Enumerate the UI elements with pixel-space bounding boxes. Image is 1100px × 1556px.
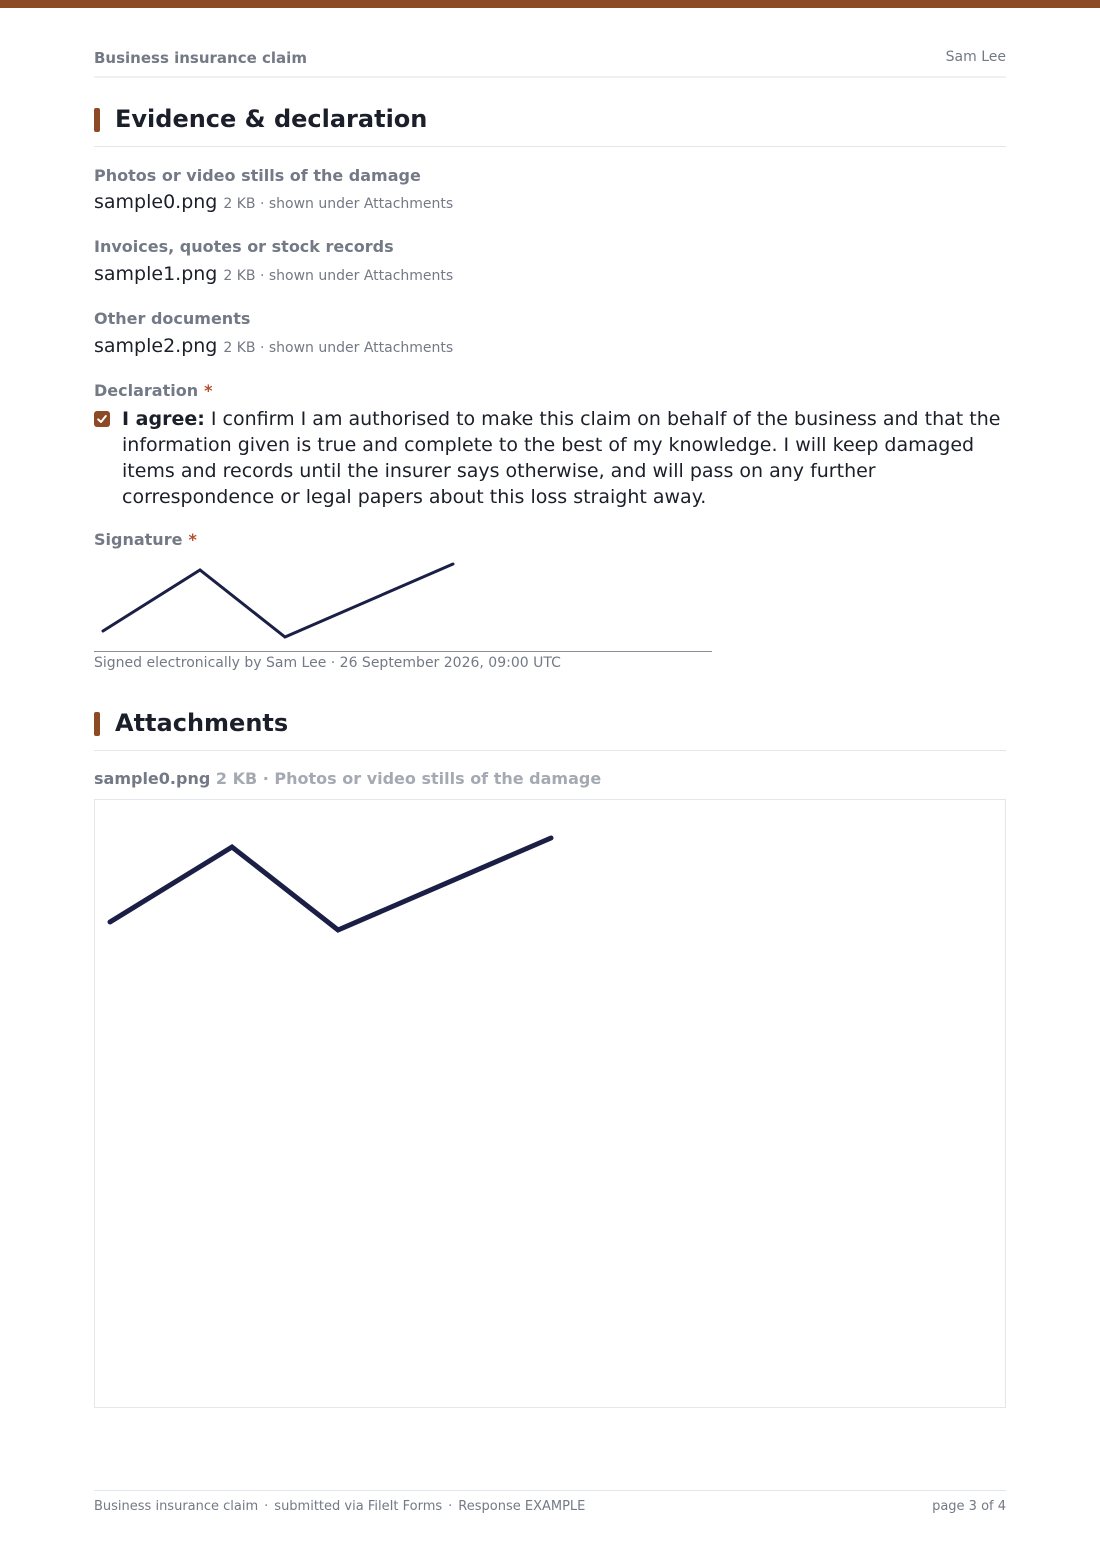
checkmark-icon xyxy=(96,413,108,425)
section-title: Attachments xyxy=(115,709,289,737)
file-name[interactable]: sample1.png xyxy=(94,263,218,285)
section-marker xyxy=(94,108,100,132)
respondent-name: Sam Lee xyxy=(945,49,1006,65)
form-title: Business insurance claim xyxy=(94,49,307,67)
file-meta: 2 KB · shown under Attachments xyxy=(223,340,454,356)
file-meta: 2 KB · shown under Attachments xyxy=(223,268,454,284)
field-label-damage-photos: Photos or video stills of the damage xyxy=(94,166,421,185)
top-accent-bar xyxy=(0,0,1100,8)
agree-label: I agree: xyxy=(122,408,205,430)
footer-separator: · xyxy=(448,1499,453,1514)
footer-separator: · xyxy=(264,1499,269,1514)
declaration-label: Declaration xyxy=(94,381,199,400)
attachment-file-name[interactable]: sample0.png xyxy=(94,769,211,788)
footer-response: Response EXAMPLE xyxy=(458,1499,586,1514)
signature-label: Signature xyxy=(94,530,183,549)
file-entry-damage-photos xyxy=(94,191,453,213)
file-entry-other-documents xyxy=(94,335,453,357)
field-label-signature xyxy=(94,530,197,549)
declaration-text xyxy=(122,406,1002,510)
section-evidence-declaration xyxy=(94,105,1006,147)
field-label-invoices: Invoices, quotes or stock records xyxy=(94,237,394,256)
footer-info xyxy=(94,1499,585,1514)
section-marker xyxy=(94,712,100,736)
signature-box xyxy=(94,555,712,652)
file-entry-invoices xyxy=(94,263,453,285)
file-meta: 2 KB · shown under Attachments xyxy=(223,196,454,212)
page-footer xyxy=(94,1490,1006,1514)
required-asterisk: * xyxy=(188,530,197,549)
footer-submitted: submitted via FileIt Forms xyxy=(274,1499,443,1514)
signature-drawing xyxy=(94,555,712,651)
section-title: Evidence & declaration xyxy=(115,105,428,133)
footer-form-title: Business insurance claim xyxy=(94,1499,259,1514)
file-name[interactable]: sample2.png xyxy=(94,335,218,357)
file-name[interactable]: sample0.png xyxy=(94,191,218,213)
required-asterisk: * xyxy=(204,381,213,400)
attachment-header xyxy=(94,769,601,788)
page-number: page 3 of 4 xyxy=(932,1499,1006,1514)
field-label-declaration xyxy=(94,381,212,400)
declaration-checkbox[interactable] xyxy=(94,411,110,427)
field-label-other-documents: Other documents xyxy=(94,309,251,328)
attachment-image xyxy=(95,800,1005,1407)
declaration-statement: I confirm I am authorised to make this claim on behalf of the business and that the information given is true and complete to the best of my knowledge. I will keep damaged items and records until the insurer says otherwise, and will pass on any further correspondence or legal papers about this loss straight away. xyxy=(122,408,1001,508)
attachment-meta: 2 KB · Photos or video stills of the damage xyxy=(215,769,602,788)
page-header xyxy=(94,48,1006,78)
attachment-preview[interactable] xyxy=(94,799,1006,1408)
section-attachments xyxy=(94,709,1006,751)
signature-caption: Signed electronically by Sam Lee · 26 September 2026, 09:00 UTC xyxy=(94,655,561,671)
